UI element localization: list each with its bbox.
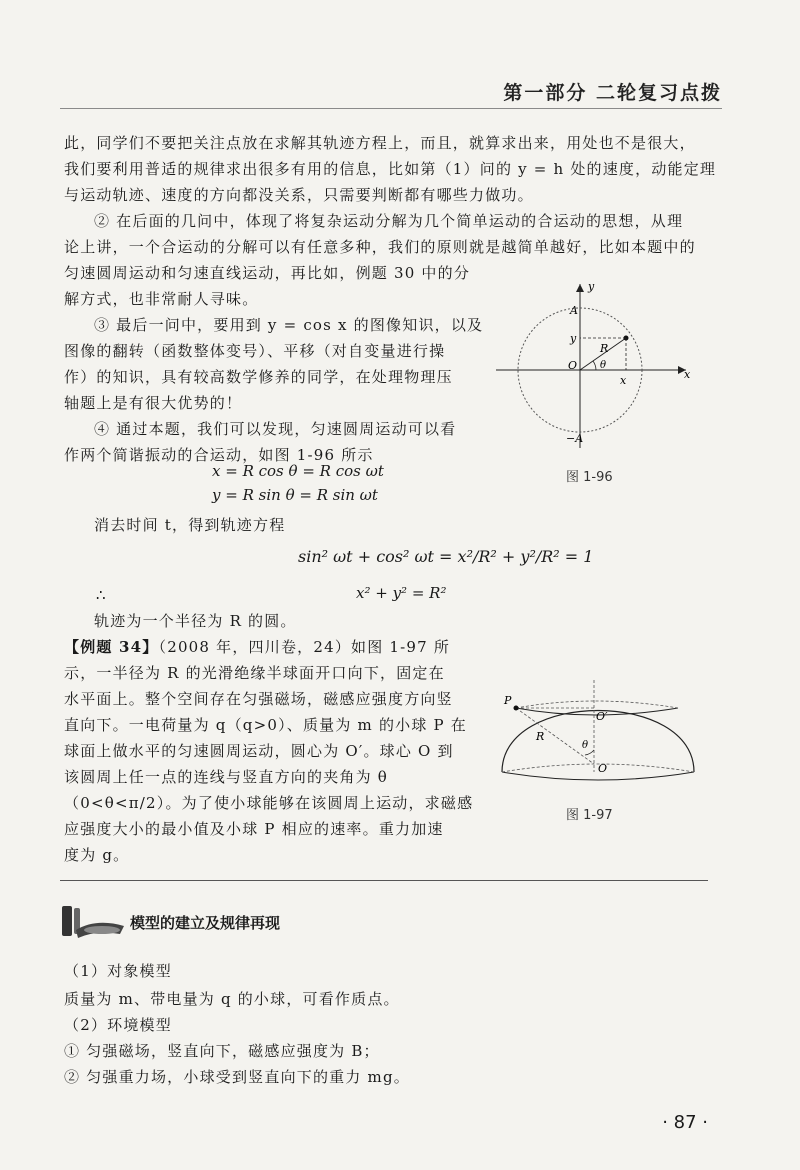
text-line: 论上讲，一个合运动的分解可以有任意多种，我们的原则就是越简单越好，比如本题中的	[64, 238, 696, 256]
text-line: 作两个简谐振动的合运动，如图 1-96 所示	[64, 446, 374, 464]
figure-1-97	[498, 660, 698, 790]
text-line: 作）的知识，具有较高数学修养的同学，在处理物理压	[64, 368, 453, 386]
label-y: y	[588, 280, 595, 293]
label-x-value: x	[620, 374, 627, 387]
text-line: 直向下。一电荷量为 q（q>0）、质量为 m 的小球 P 在	[64, 716, 467, 734]
text-line: 该圆周上任一点的连线与竖直方向的夹角为 θ	[64, 768, 389, 786]
figure-1-97-caption: 图 1-97	[566, 808, 613, 823]
text-line: 匀速圆周运动和匀速直线运动，再比如，例题 30 中的分	[64, 264, 471, 282]
label-O: O	[568, 359, 578, 372]
text-line: 度为 g。	[64, 846, 130, 864]
label-y-value: y	[570, 332, 577, 345]
figure-1-96-caption: 图 1-96	[566, 470, 613, 485]
model-item: 质量为 m、带电量为 q 的小球，可看作质点。	[64, 990, 400, 1008]
label-theta: θ	[600, 360, 607, 371]
text-line: 应强度大小的最小值及小球 P 相应的速率。重力加速	[64, 820, 444, 838]
model-item: ② 匀强重力场，小球受到竖直向下的重力 mg。	[64, 1068, 410, 1086]
text-line: 我们要利用普适的规律求出很多有用的信息，比如第（1）问的 y = h 处的速度，动能定理	[64, 160, 717, 178]
text-line: 轴题上是有很大优势的！	[64, 394, 243, 412]
text-line: 此，同学们不要把关注点放在求解其轨迹方程上，而且，就算求出来，用处也不是很大，	[64, 134, 696, 152]
therefore-symbol: ∴	[96, 586, 106, 604]
label-A: A	[570, 304, 578, 317]
theta-arc	[593, 361, 596, 370]
label-negA: −A	[566, 432, 584, 445]
text-line: 图像的翻转（函数整体变号）、平移（对自变量进行操	[64, 342, 446, 360]
text-line: 球面上做水平的匀速圆周运动，圆心为 O′。球心 O 到	[64, 742, 454, 760]
text-line: ③ 最后一问中，要用到 y = cos x 的图像知识，以及	[94, 316, 484, 334]
figure-1-96	[496, 278, 696, 458]
label-P: P	[504, 694, 512, 707]
text-line: 解方式，也非常耐人寻味。	[64, 290, 259, 308]
equation-y: y = R sin θ = R sin ωt	[212, 486, 378, 504]
label-R: R	[536, 730, 545, 743]
text-line: （0<θ<π/2）。为了使小球能够在该圆周上运动，求磁感	[64, 794, 474, 812]
ball-P	[514, 706, 519, 711]
text-line: ④ 通过本题，我们可以发现，匀速圆周运动可以看	[94, 420, 457, 438]
text-line: 与运动轨迹、速度的方向都没关系，只需要判断都有哪些力做功。	[64, 186, 534, 204]
text-line: 水平面上。整个空间存在匀强磁场，磁感应强度方向竖	[64, 690, 453, 708]
label-O-prime: O′	[596, 710, 608, 723]
chalk-board-icon	[60, 900, 126, 944]
section-divider	[60, 880, 708, 881]
text-line: ② 在后面的几问中，体现了将复杂运动分解为几个简单运动的合运动的思想，从理	[94, 212, 684, 230]
model-item: （1）对象模型	[64, 962, 172, 980]
text-line: 轨迹为一个半径为 R 的圆。	[94, 612, 297, 630]
section-heading	[60, 900, 280, 944]
equation-x: x = R cos θ = R cos ωt	[212, 462, 384, 480]
text-line: 消去时间 t，得到轨迹方程	[94, 516, 286, 534]
label-O: O	[598, 762, 608, 775]
page-number: · 87 ·	[662, 1112, 708, 1133]
page-header	[60, 78, 722, 109]
text-line: 示，一半径为 R 的光滑绝缘半球面开口向下，固定在	[64, 664, 445, 682]
equation-main: sin² ωt + cos² ωt = x²/R² + y²/R² = 1	[298, 547, 594, 566]
equation-circle: x² + y² = R²	[356, 584, 447, 602]
header-title: 第一部分 二轮复习点拨	[503, 82, 722, 104]
orbit-back	[516, 701, 678, 708]
example-first-line: 【例题 34】（2008 年，四川卷，24）如图 1-97 所	[64, 638, 451, 656]
example-label: 【例题 34】	[64, 638, 159, 656]
y-axis-arrow	[576, 284, 584, 292]
label-R: R	[600, 342, 609, 355]
label-theta: θ	[582, 740, 589, 751]
section-title: 模型的建立及规律再现	[130, 913, 281, 932]
model-item: ① 匀强磁场，竖直向下，磁感应强度为 B；	[64, 1042, 380, 1060]
model-item: （2）环境模型	[64, 1016, 172, 1034]
label-x: x	[684, 368, 691, 381]
